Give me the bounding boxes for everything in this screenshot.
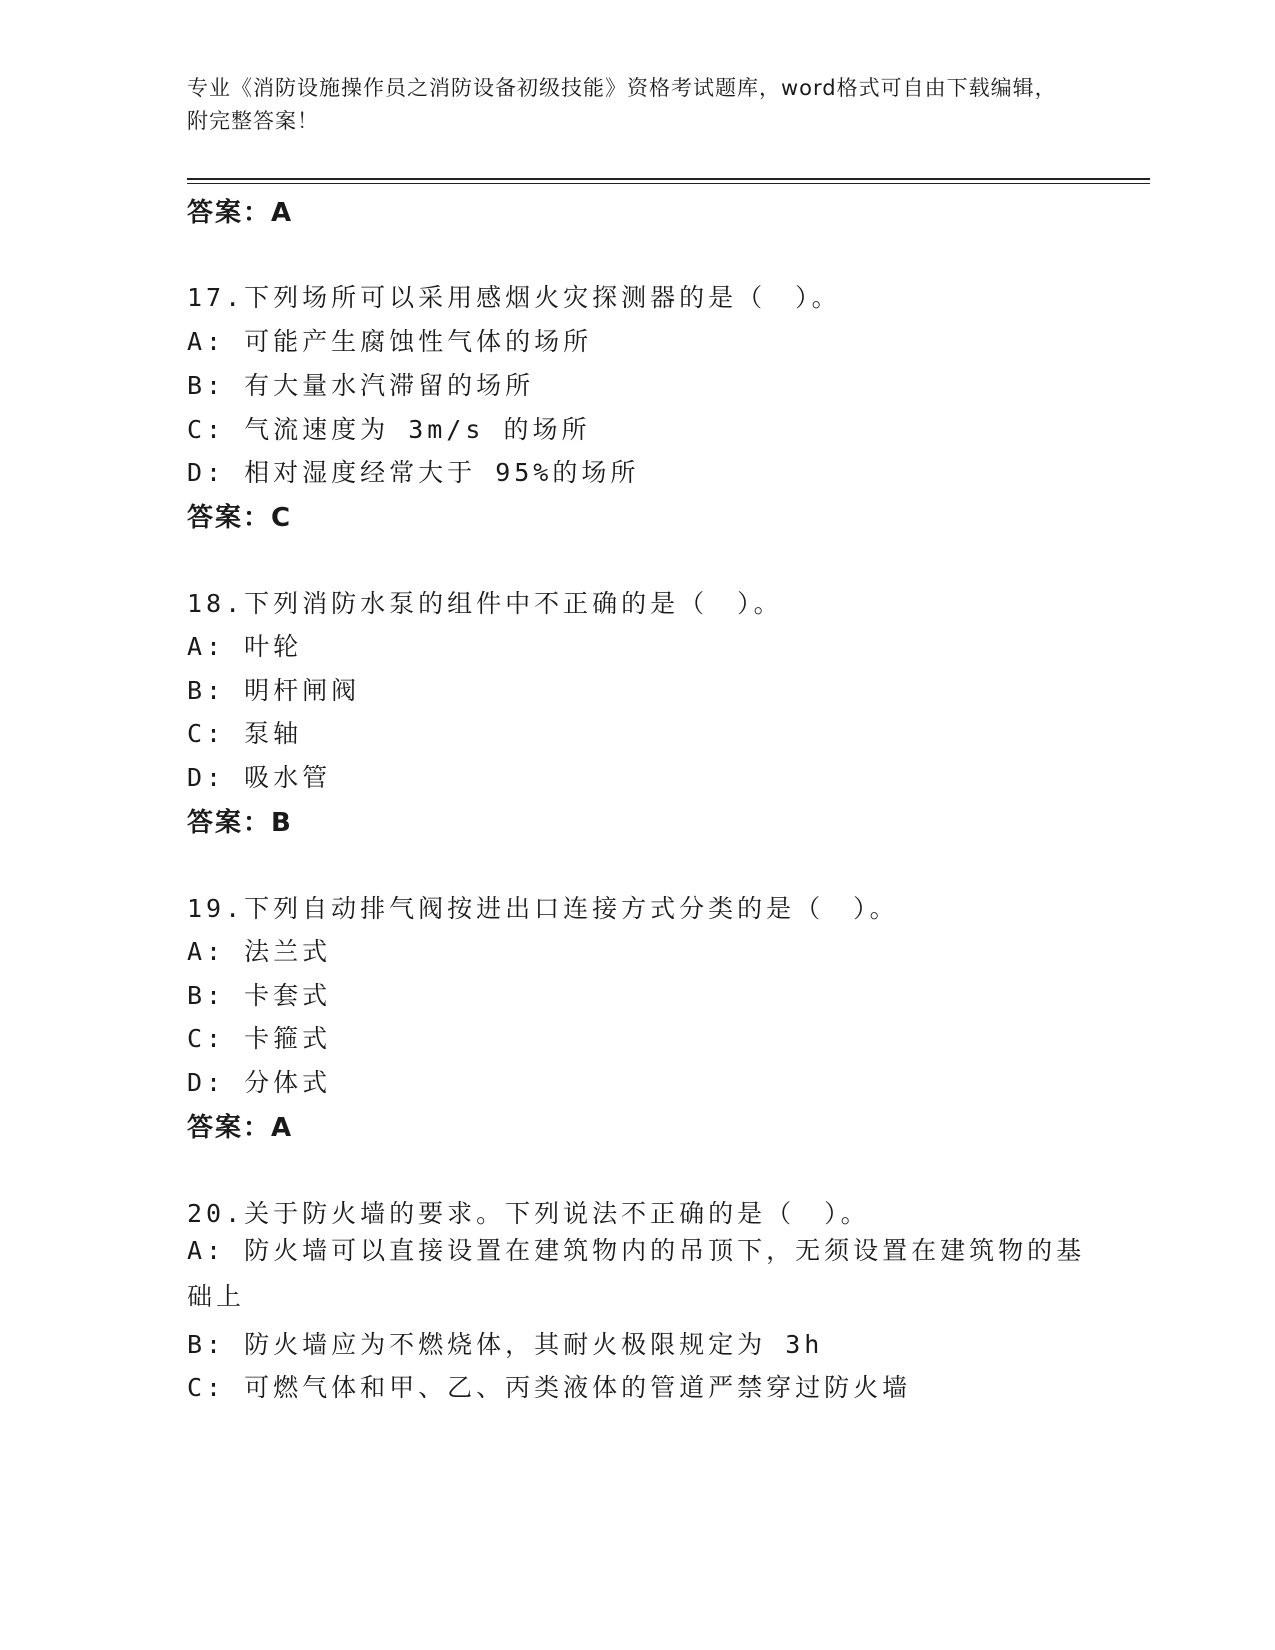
question-17-option-d: D: 相对湿度经常大于 95%的场所 <box>187 458 640 487</box>
question-17-option-b: B: 有大量水汽滞留的场所 <box>187 371 535 400</box>
question-19-option-b: B: 卡套式 <box>187 981 332 1010</box>
question-17-option-c: C: 气流速度为 3m/s 的场所 <box>187 415 591 444</box>
question-19-option-d: D: 分体式 <box>187 1068 332 1097</box>
question-19-option-c: C: 卡箍式 <box>187 1024 332 1053</box>
question-17-answer: 答案：C <box>187 503 293 533</box>
question-20-stem: 20.关于防火墙的要求。下列说法不正确的是（ ）。 <box>187 1199 870 1228</box>
question-17-option-a: A: 可能产生腐蚀性气体的场所 <box>187 327 593 356</box>
document-header: 专业《消防设施操作员之消防设备初级技能》资格考试题库，word格式可自由下载编辑，附完整答案！ <box>187 76 1057 133</box>
question-19-option-a: A: 法兰式 <box>187 937 332 966</box>
question-20-option-b: B: 防火墙应为不燃烧体，其耐火极限规定为 3h <box>187 1330 824 1359</box>
question-18-option-d: D: 吸水管 <box>187 763 332 792</box>
question-18-option-b: B: 明杆闸阀 <box>187 676 361 705</box>
question-18-option-c: C: 泵轴 <box>187 719 303 748</box>
question-19-stem: 19.下列自动排气阀按进出口连接方式分类的是（ ）。 <box>187 894 899 923</box>
header-divider-thick <box>187 178 1150 180</box>
previous-answer: 答案：A <box>187 198 294 228</box>
question-20-option-a: A: 防火墙可以直接设置在建筑物内的吊顶下，无须设置在建筑物的基础上 <box>187 1236 1086 1311</box>
question-17-stem: 17.下列场所可以采用感烟火灾探测器的是（ ）。 <box>187 283 841 312</box>
question-18-option-a: A: 叶轮 <box>187 632 303 661</box>
question-20-option-c: C: 可燃气体和甲、乙、丙类液体的管道严禁穿过防火墙 <box>187 1373 912 1402</box>
question-18-answer: 答案：B <box>187 808 293 838</box>
question-19-answer: 答案：A <box>187 1113 294 1143</box>
header-divider-thin <box>187 183 1150 184</box>
question-18-stem: 18.下列消防水泵的组件中不正确的是（ ）。 <box>187 589 783 618</box>
